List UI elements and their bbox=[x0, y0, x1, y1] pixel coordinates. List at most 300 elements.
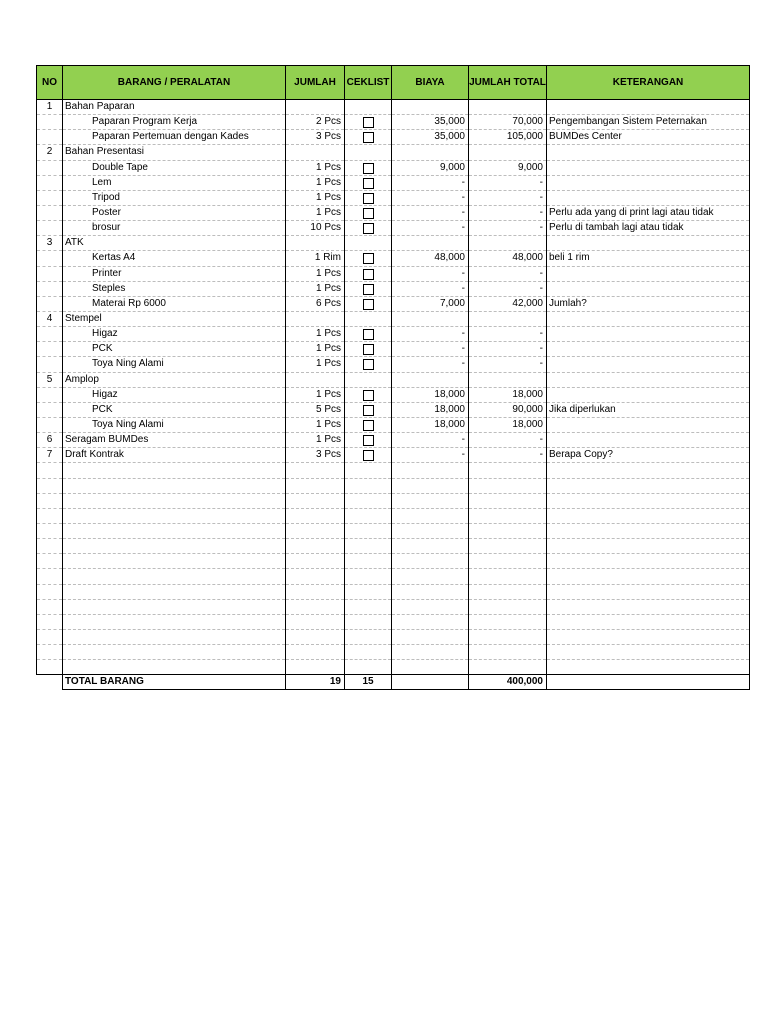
row-no bbox=[37, 251, 63, 266]
row-check bbox=[345, 175, 392, 190]
empty-cell bbox=[345, 660, 392, 675]
row-total bbox=[469, 236, 547, 251]
empty-cell bbox=[63, 660, 286, 675]
empty-cell bbox=[63, 539, 286, 554]
row-note bbox=[547, 417, 750, 432]
row-note bbox=[547, 433, 750, 448]
empty-cell bbox=[392, 645, 469, 660]
empty-cell bbox=[37, 493, 63, 508]
row-note: Berapa Copy? bbox=[547, 448, 750, 463]
row-note bbox=[547, 342, 750, 357]
table-row bbox=[37, 417, 750, 432]
empty-cell bbox=[37, 508, 63, 523]
row-no: 5 bbox=[37, 372, 63, 387]
row-qty: 1 Pcs bbox=[286, 387, 345, 402]
row-check bbox=[345, 160, 392, 175]
empty-cell bbox=[392, 508, 469, 523]
total-note-cell bbox=[547, 675, 750, 690]
empty-row bbox=[37, 478, 750, 493]
empty-cell bbox=[392, 660, 469, 675]
empty-cell bbox=[63, 629, 286, 644]
empty-cell bbox=[392, 493, 469, 508]
row-total bbox=[469, 311, 547, 326]
empty-cell bbox=[547, 614, 750, 629]
row-check bbox=[345, 281, 392, 296]
checkbox[interactable] bbox=[363, 299, 374, 310]
table-row bbox=[37, 145, 750, 160]
row-total bbox=[469, 100, 547, 115]
total-check-count: 15 bbox=[345, 675, 392, 690]
row-check bbox=[345, 311, 392, 326]
table-row bbox=[37, 205, 750, 220]
empty-cell bbox=[63, 584, 286, 599]
row-no bbox=[37, 296, 63, 311]
row-check bbox=[345, 190, 392, 205]
row-item: Seragam BUMDes bbox=[63, 433, 286, 448]
row-no bbox=[37, 417, 63, 432]
row-total: 18,000 bbox=[469, 387, 547, 402]
row-qty bbox=[286, 145, 345, 160]
row-check bbox=[345, 448, 392, 463]
row-item: Lem bbox=[63, 175, 286, 190]
empty-cell bbox=[286, 584, 345, 599]
empty-cell bbox=[547, 645, 750, 660]
empty-cell bbox=[345, 478, 392, 493]
empty-cell bbox=[37, 660, 63, 675]
row-note bbox=[547, 190, 750, 205]
table-header bbox=[37, 66, 750, 100]
row-no: 7 bbox=[37, 448, 63, 463]
empty-cell bbox=[63, 599, 286, 614]
empty-cell bbox=[469, 660, 547, 675]
row-item: Kertas A4 bbox=[63, 251, 286, 266]
table-row bbox=[37, 266, 750, 281]
row-cost: 35,000 bbox=[392, 130, 469, 145]
table-row bbox=[37, 175, 750, 190]
row-no: 4 bbox=[37, 311, 63, 326]
row-no bbox=[37, 221, 63, 236]
row-item: Draft Kontrak bbox=[63, 448, 286, 463]
row-qty bbox=[286, 236, 345, 251]
empty-row bbox=[37, 584, 750, 599]
row-total: 105,000 bbox=[469, 130, 547, 145]
empty-cell bbox=[286, 660, 345, 675]
checkbox[interactable] bbox=[363, 329, 374, 340]
row-note: Jumlah? bbox=[547, 296, 750, 311]
row-cost: 7,000 bbox=[392, 296, 469, 311]
row-cost: - bbox=[392, 266, 469, 281]
row-total: - bbox=[469, 175, 547, 190]
row-qty: 3 Pcs bbox=[286, 448, 345, 463]
empty-cell bbox=[547, 493, 750, 508]
empty-cell bbox=[345, 554, 392, 569]
empty-row bbox=[37, 569, 750, 584]
row-item: Materai Rp 6000 bbox=[63, 296, 286, 311]
empty-cell bbox=[286, 463, 345, 478]
row-note bbox=[547, 327, 750, 342]
row-note bbox=[547, 145, 750, 160]
empty-cell bbox=[345, 493, 392, 508]
empty-cell bbox=[547, 660, 750, 675]
row-total: - bbox=[469, 448, 547, 463]
row-no bbox=[37, 357, 63, 372]
empty-cell bbox=[63, 645, 286, 660]
row-cost: - bbox=[392, 205, 469, 220]
header-cost: BIAYA bbox=[392, 66, 469, 100]
header-check: CEKLIST bbox=[345, 66, 392, 100]
checkbox[interactable] bbox=[363, 284, 374, 295]
empty-row bbox=[37, 599, 750, 614]
checkbox[interactable] bbox=[363, 208, 374, 219]
table-row bbox=[37, 372, 750, 387]
empty-cell bbox=[469, 523, 547, 538]
total-qty: 19 bbox=[286, 675, 345, 690]
row-check bbox=[345, 433, 392, 448]
empty-cell bbox=[345, 508, 392, 523]
row-note: Perlu di tambah lagi atau tidak bbox=[547, 221, 750, 236]
empty-row bbox=[37, 523, 750, 538]
row-cost: 18,000 bbox=[392, 387, 469, 402]
inventory-sheet bbox=[36, 65, 749, 690]
table-row bbox=[37, 357, 750, 372]
empty-cell bbox=[345, 463, 392, 478]
total-label: TOTAL BARANG bbox=[63, 675, 286, 690]
row-note: Perlu ada yang di print lagi atau tidak bbox=[547, 205, 750, 220]
empty-cell bbox=[345, 569, 392, 584]
row-check bbox=[345, 417, 392, 432]
empty-cell bbox=[37, 554, 63, 569]
empty-row bbox=[37, 629, 750, 644]
empty-cell bbox=[547, 523, 750, 538]
empty-cell bbox=[392, 629, 469, 644]
checkbox[interactable] bbox=[363, 359, 374, 370]
total-cost-cell bbox=[392, 675, 469, 690]
empty-cell bbox=[286, 523, 345, 538]
row-item: Paparan Program Kerja bbox=[63, 115, 286, 130]
row-item: Bahan Presentasi bbox=[63, 145, 286, 160]
row-no bbox=[37, 205, 63, 220]
empty-cell bbox=[345, 645, 392, 660]
row-qty: 1 Pcs bbox=[286, 327, 345, 342]
row-cost: - bbox=[392, 175, 469, 190]
empty-cell bbox=[392, 599, 469, 614]
table-row bbox=[37, 281, 750, 296]
row-check bbox=[345, 387, 392, 402]
table-row bbox=[37, 130, 750, 145]
row-no bbox=[37, 281, 63, 296]
empty-cell bbox=[286, 478, 345, 493]
empty-row bbox=[37, 554, 750, 569]
row-check bbox=[345, 221, 392, 236]
row-note bbox=[547, 175, 750, 190]
row-cost: - bbox=[392, 221, 469, 236]
row-item: Amplop bbox=[63, 372, 286, 387]
empty-row bbox=[37, 508, 750, 523]
row-qty bbox=[286, 311, 345, 326]
empty-cell bbox=[37, 523, 63, 538]
row-check bbox=[345, 327, 392, 342]
empty-cell bbox=[469, 599, 547, 614]
empty-row bbox=[37, 614, 750, 629]
row-total: 9,000 bbox=[469, 160, 547, 175]
total-blank-cell bbox=[37, 675, 63, 690]
empty-cell bbox=[547, 554, 750, 569]
empty-cell bbox=[37, 569, 63, 584]
empty-cell bbox=[547, 629, 750, 644]
row-cost: - bbox=[392, 342, 469, 357]
row-item: Bahan Paparan bbox=[63, 100, 286, 115]
empty-cell bbox=[469, 539, 547, 554]
empty-cell bbox=[345, 599, 392, 614]
row-qty bbox=[286, 100, 345, 115]
row-cost bbox=[392, 100, 469, 115]
row-total: - bbox=[469, 357, 547, 372]
empty-cell bbox=[345, 629, 392, 644]
empty-cell bbox=[469, 478, 547, 493]
checkbox[interactable] bbox=[363, 405, 374, 416]
checkbox[interactable] bbox=[363, 390, 374, 401]
row-qty: 1 Pcs bbox=[286, 357, 345, 372]
row-total: 42,000 bbox=[469, 296, 547, 311]
table-row bbox=[37, 387, 750, 402]
row-cost: 48,000 bbox=[392, 251, 469, 266]
checkbox[interactable] bbox=[363, 344, 374, 355]
checkbox[interactable] bbox=[363, 117, 374, 128]
row-note: BUMDes Center bbox=[547, 130, 750, 145]
row-qty: 1 Pcs bbox=[286, 160, 345, 175]
row-no bbox=[37, 327, 63, 342]
row-note bbox=[547, 311, 750, 326]
empty-cell bbox=[469, 508, 547, 523]
table-row bbox=[37, 221, 750, 236]
row-check bbox=[345, 342, 392, 357]
row-note bbox=[547, 372, 750, 387]
row-item: brosur bbox=[63, 221, 286, 236]
empty-cell bbox=[547, 599, 750, 614]
row-note: beli 1 rim bbox=[547, 251, 750, 266]
row-note bbox=[547, 357, 750, 372]
row-no: 1 bbox=[37, 100, 63, 115]
empty-cell bbox=[547, 539, 750, 554]
empty-cell bbox=[547, 463, 750, 478]
checkbox[interactable] bbox=[363, 435, 374, 446]
row-total: - bbox=[469, 190, 547, 205]
empty-cell bbox=[37, 539, 63, 554]
empty-cell bbox=[286, 554, 345, 569]
row-cost bbox=[392, 372, 469, 387]
row-item: Steples bbox=[63, 281, 286, 296]
empty-cell bbox=[392, 463, 469, 478]
row-item: Tripod bbox=[63, 190, 286, 205]
empty-cell bbox=[63, 569, 286, 584]
checkbox[interactable] bbox=[363, 132, 374, 143]
empty-cell bbox=[63, 554, 286, 569]
row-cost: 9,000 bbox=[392, 160, 469, 175]
row-no bbox=[37, 115, 63, 130]
row-check bbox=[345, 205, 392, 220]
table-row bbox=[37, 296, 750, 311]
row-qty: 1 Pcs bbox=[286, 190, 345, 205]
row-qty: 1 Pcs bbox=[286, 417, 345, 432]
row-note bbox=[547, 160, 750, 175]
empty-cell bbox=[286, 629, 345, 644]
row-check bbox=[345, 402, 392, 417]
row-check bbox=[345, 357, 392, 372]
checkbox[interactable] bbox=[363, 269, 374, 280]
row-note: Jika diperlukan bbox=[547, 402, 750, 417]
row-item: Paparan Pertemuan dengan Kades bbox=[63, 130, 286, 145]
row-total: - bbox=[469, 221, 547, 236]
total-row bbox=[37, 675, 750, 690]
row-item: Toya Ning Alami bbox=[63, 357, 286, 372]
row-total: 18,000 bbox=[469, 417, 547, 432]
empty-cell bbox=[469, 629, 547, 644]
empty-cell bbox=[63, 463, 286, 478]
empty-cell bbox=[469, 645, 547, 660]
checkbox[interactable] bbox=[363, 253, 374, 264]
table-row bbox=[37, 433, 750, 448]
row-no: 3 bbox=[37, 236, 63, 251]
row-qty: 5 Pcs bbox=[286, 402, 345, 417]
empty-cell bbox=[392, 539, 469, 554]
empty-cell bbox=[63, 523, 286, 538]
table-row bbox=[37, 190, 750, 205]
row-item: Higaz bbox=[63, 387, 286, 402]
row-no: 6 bbox=[37, 433, 63, 448]
row-check bbox=[345, 115, 392, 130]
empty-cell bbox=[286, 645, 345, 660]
row-no bbox=[37, 402, 63, 417]
row-qty: 1 Pcs bbox=[286, 266, 345, 281]
empty-cell bbox=[345, 614, 392, 629]
empty-cell bbox=[392, 569, 469, 584]
row-cost bbox=[392, 145, 469, 160]
empty-cell bbox=[63, 478, 286, 493]
table-row bbox=[37, 311, 750, 326]
row-total: - bbox=[469, 281, 547, 296]
row-qty: 2 Pcs bbox=[286, 115, 345, 130]
row-cost: - bbox=[392, 327, 469, 342]
empty-cell bbox=[37, 599, 63, 614]
row-item: Poster bbox=[63, 205, 286, 220]
empty-cell bbox=[37, 614, 63, 629]
empty-cell bbox=[286, 614, 345, 629]
row-cost: - bbox=[392, 357, 469, 372]
table-row bbox=[37, 251, 750, 266]
row-total bbox=[469, 372, 547, 387]
row-qty: 1 Pcs bbox=[286, 342, 345, 357]
table-row bbox=[37, 327, 750, 342]
row-note: Pengembangan Sistem Peternakan bbox=[547, 115, 750, 130]
checkbox[interactable] bbox=[363, 450, 374, 461]
row-item: PCK bbox=[63, 402, 286, 417]
empty-cell bbox=[345, 539, 392, 554]
row-no bbox=[37, 342, 63, 357]
row-item: ATK bbox=[63, 236, 286, 251]
row-total: - bbox=[469, 433, 547, 448]
row-qty: 1 Pcs bbox=[286, 175, 345, 190]
checkbox[interactable] bbox=[363, 223, 374, 234]
row-total bbox=[469, 145, 547, 160]
row-total: 70,000 bbox=[469, 115, 547, 130]
grand-total: 400,000 bbox=[469, 675, 547, 690]
row-item: Double Tape bbox=[63, 160, 286, 175]
row-note bbox=[547, 100, 750, 115]
empty-cell bbox=[286, 539, 345, 554]
empty-cell bbox=[392, 554, 469, 569]
row-item: Toya Ning Alami bbox=[63, 417, 286, 432]
row-note bbox=[547, 266, 750, 281]
row-qty: 1 Pcs bbox=[286, 433, 345, 448]
empty-cell bbox=[286, 569, 345, 584]
table-row bbox=[37, 342, 750, 357]
row-total: - bbox=[469, 342, 547, 357]
row-qty: 6 Pcs bbox=[286, 296, 345, 311]
empty-cell bbox=[37, 478, 63, 493]
row-check bbox=[345, 145, 392, 160]
empty-cell bbox=[345, 584, 392, 599]
checkbox[interactable] bbox=[363, 163, 374, 174]
row-cost bbox=[392, 311, 469, 326]
checkbox[interactable] bbox=[363, 178, 374, 189]
empty-cell bbox=[392, 614, 469, 629]
empty-row bbox=[37, 493, 750, 508]
table-footer bbox=[37, 675, 750, 690]
table-row bbox=[37, 100, 750, 115]
row-cost: 18,000 bbox=[392, 417, 469, 432]
empty-cell bbox=[469, 463, 547, 478]
inventory-table bbox=[36, 65, 750, 690]
row-cost: 18,000 bbox=[392, 402, 469, 417]
empty-cell bbox=[63, 614, 286, 629]
row-check bbox=[345, 100, 392, 115]
row-qty: 10 Pcs bbox=[286, 221, 345, 236]
row-no bbox=[37, 130, 63, 145]
row-check bbox=[345, 251, 392, 266]
row-cost: - bbox=[392, 281, 469, 296]
empty-cell bbox=[469, 569, 547, 584]
row-cost: - bbox=[392, 190, 469, 205]
table-row bbox=[37, 402, 750, 417]
empty-cell bbox=[37, 629, 63, 644]
row-item: Printer bbox=[63, 266, 286, 281]
row-cost: - bbox=[392, 448, 469, 463]
row-no bbox=[37, 190, 63, 205]
checkbox[interactable] bbox=[363, 193, 374, 204]
checkbox[interactable] bbox=[363, 420, 374, 431]
empty-row bbox=[37, 463, 750, 478]
row-check bbox=[345, 296, 392, 311]
empty-row bbox=[37, 660, 750, 675]
row-total: 90,000 bbox=[469, 402, 547, 417]
empty-cell bbox=[392, 478, 469, 493]
empty-cell bbox=[392, 584, 469, 599]
empty-cell bbox=[547, 569, 750, 584]
empty-cell bbox=[63, 493, 286, 508]
row-qty bbox=[286, 372, 345, 387]
empty-cell bbox=[286, 508, 345, 523]
row-qty: 3 Pcs bbox=[286, 130, 345, 145]
header-note: KETERANGAN bbox=[547, 66, 750, 100]
empty-cell bbox=[63, 508, 286, 523]
row-check bbox=[345, 236, 392, 251]
row-cost bbox=[392, 236, 469, 251]
header-item: BARANG / PERALATAN bbox=[63, 66, 286, 100]
table-row bbox=[37, 448, 750, 463]
table-row bbox=[37, 160, 750, 175]
empty-cell bbox=[547, 508, 750, 523]
row-check bbox=[345, 266, 392, 281]
